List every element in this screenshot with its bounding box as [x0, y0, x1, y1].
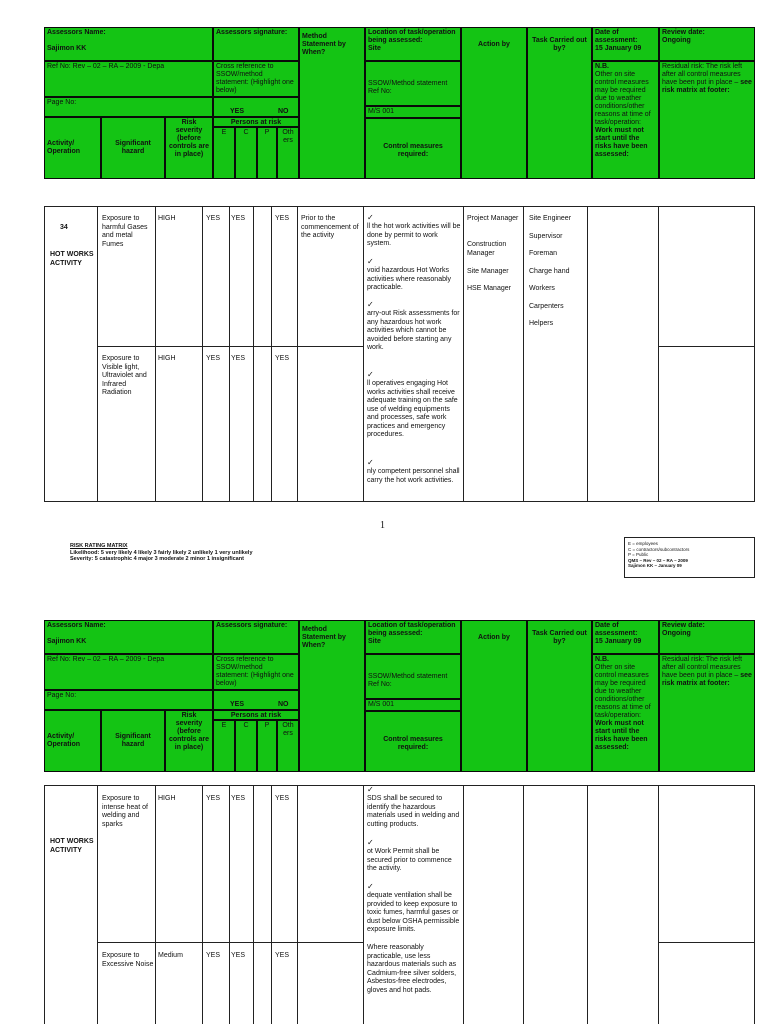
page-no-cell: Page No: [44, 690, 213, 710]
page-no-cell: Page No: [44, 97, 213, 117]
persons-e-header: E [213, 127, 235, 179]
key-public: P = Public [628, 552, 649, 557]
location-label: Location of task/operation being assessed: [368, 622, 456, 637]
hazard-header: Significant hazard [101, 117, 165, 179]
page-number: 1 [380, 520, 385, 531]
date-value: 15 January 09 [595, 638, 642, 645]
hazard-text: Exposure to Excessive Noise [102, 952, 154, 968]
nb-text: Other on site control measures may be required due to weather conditions/other reasons at time of task/operation: [595, 664, 651, 719]
check-icon: ✓ [367, 370, 374, 379]
hazard-text: Exposure to intense heat of welding and sparks [102, 795, 148, 828]
check-icon: ✓ [367, 300, 374, 309]
assessors-name-value: Sajimon KK [47, 638, 87, 645]
task-carried-header: Task Carried out by? [527, 620, 592, 772]
assessors-name-cell [44, 620, 213, 654]
review-label: Review date: [662, 29, 705, 36]
no-label: NO [278, 108, 289, 115]
residual-cell [659, 61, 755, 179]
control-measures-header: Control measures required: [365, 711, 461, 772]
carried-by-item: Foreman [529, 250, 558, 257]
carried-by-item: Carpenters [529, 303, 564, 310]
activity-header: Activity/ Operation [44, 117, 101, 179]
persons-at-risk-header: Persons at risk [213, 710, 299, 720]
key-contractors: C = contractors/subcontractors [628, 546, 690, 552]
yes-no-cell [213, 690, 299, 710]
persons-e-value: YES [206, 215, 221, 222]
persons-e-value: YES [206, 355, 221, 362]
check-icon: ✓ [367, 838, 374, 847]
activity-name: HOT WORKS ACTIVITY [50, 838, 94, 854]
ref-no-cell: Ref No: Rev – 02 – RA – 2009 - Depa [44, 61, 213, 97]
residual-text: Residual risk: The risk left after all control measures have been put in place – [662, 63, 743, 86]
date-value: 15 January 09 [595, 45, 642, 52]
persons-others-header: Oth ers [277, 720, 299, 772]
control-measure-text: nly competent personnel shall carry the hot work activities. [367, 468, 460, 484]
cross-reference-cell: Cross reference to SSOW/method statement: (Highlight one below) [213, 654, 299, 690]
assessors-name-cell [44, 27, 213, 61]
ms-number-cell: M/S 001 [365, 106, 461, 118]
nb-cell [592, 654, 659, 772]
control-measure-text: SDS shall be secured to identify the hazardous materials used in welding and cutting products. [367, 795, 460, 828]
persons-c-value: YES [231, 355, 246, 362]
date-cell [592, 27, 659, 61]
severity-text: Medium [158, 952, 183, 959]
check-icon: ✓ [367, 785, 374, 794]
method-statement-header: Method Statement by When? [299, 27, 365, 179]
residual-cell [659, 654, 755, 772]
activity-number: 34 [60, 224, 68, 231]
signature-cell: Assessors signature: [213, 620, 299, 654]
action-by-header: Action by [461, 27, 527, 179]
nb-cell [592, 61, 659, 179]
review-value: Ongoing [662, 630, 691, 637]
activity-header: Activity/ Operation [44, 710, 101, 772]
control-measure-text: Where reasonably practicable, use less hazardous materials such as Cadmium-free silver solders, Asbestos-free electrodes, gloves and hot pads. [367, 944, 457, 994]
risk-matrix-title: RISK RATING MATRIX [70, 543, 128, 549]
persons-c-header: C [235, 127, 257, 179]
location-header [365, 620, 461, 654]
assessment-header-2 [44, 620, 755, 772]
persons-e-header: E [213, 720, 235, 772]
risk-matrix [70, 543, 253, 563]
activity-name: HOT WORKS ACTIVITY [50, 251, 94, 267]
nb-title: N.B. [595, 656, 609, 663]
carried-by-item: Workers [529, 285, 555, 292]
check-icon: ✓ [367, 213, 374, 222]
control-measure-text: void hazardous Hot Works activities where reasonably practicable. [367, 267, 452, 291]
persons-others-value: YES [275, 355, 290, 362]
carried-by-item: Charge hand [529, 268, 570, 275]
persons-c-value: YES [231, 952, 246, 959]
persons-p-header: P [257, 127, 277, 179]
signature-cell: Assessors signature: [213, 27, 299, 61]
control-measure-text: arry-out Risk assessments for any hazardous hot work activities which cannot be avoided before starting any work. [367, 310, 460, 351]
yes-no-cell [213, 97, 299, 117]
action-by-item: HSE Manager [467, 285, 511, 292]
residual-bold: see risk matrix at footer: [662, 79, 752, 94]
review-cell [659, 27, 755, 61]
assessment-header-1 [44, 27, 755, 179]
residual-text: Residual risk: The risk left after all control measures have been put in place – [662, 656, 743, 679]
check-icon: ✓ [367, 882, 374, 891]
persons-others-value: YES [275, 952, 290, 959]
review-label: Review date: [662, 622, 705, 629]
persons-others-value: YES [275, 215, 290, 222]
yes-label: YES [230, 108, 245, 115]
risk-table-2 [44, 785, 755, 1024]
review-value: Ongoing [662, 37, 691, 44]
ssow-cell: SSOW/Method statement Ref No: [365, 654, 461, 699]
severity-header: Risk severity (before controls are in place) [165, 117, 213, 179]
method-statement-header: Method Statement by When? [299, 620, 365, 772]
risk-table-1 [44, 206, 755, 502]
action-by-item: Site Manager [467, 268, 509, 275]
carried-by-item: Supervisor [529, 233, 563, 240]
persons-c-header: C [235, 720, 257, 772]
residual-bold: see risk matrix at footer: [662, 672, 752, 687]
cross-reference-cell: Cross reference to SSOW/method statement: (Highlight one below) [213, 61, 299, 97]
date-cell [592, 620, 659, 654]
severity-text: HIGH [158, 795, 176, 802]
persons-others-value: YES [275, 795, 290, 802]
ms-number-cell: M/S 001 [365, 699, 461, 711]
ref-no-cell: Ref No: Rev – 02 – RA – 2009 - Depa [44, 654, 213, 690]
date-label: Date of assessment: [595, 29, 638, 44]
assessors-name-label: Assessors Name: [47, 29, 106, 36]
location-label: Location of task/operation being assessed: [368, 29, 456, 44]
persons-p-header: P [257, 720, 277, 772]
key-author: Sajimon KK – January 09 [628, 563, 682, 568]
persons-at-risk-header: Persons at risk [213, 117, 299, 127]
nb-title: N.B. [595, 63, 609, 70]
control-measure-text: ll operatives engaging Hot works activities shall receive adequate training on the safe use of welding equipments and processes, safe work practices and emergency procedures. [367, 380, 458, 438]
control-measure-text: ll the hot work activities will be done by permit to work system. [367, 223, 461, 247]
risk-matrix-likelihood: Likelihood: 5 very likely 4 likely 3 fairly likely 2 unlikely 1 very unlikely [70, 549, 253, 556]
location-value: Site [368, 45, 381, 52]
hazard-text: Exposure to harmful Gases and metal Fumes [102, 215, 148, 248]
persons-e-value: YES [206, 795, 221, 802]
severity-header: Risk severity (before controls are in place) [165, 710, 213, 772]
severity-text: HIGH [158, 355, 176, 362]
carried-by-item: Site Engineer [529, 215, 572, 222]
severity-text: HIGH [158, 215, 176, 222]
nb-bold: Work must not start until the risks have been assessed: [595, 720, 648, 751]
nb-text: Other on site control measures may be required due to weather conditions/other reasons at time of task/operation: [595, 71, 651, 126]
method-statement-text: Prior to the commencement of the activity [301, 215, 359, 239]
location-value: Site [368, 638, 381, 645]
assessors-name-label: Assessors Name: [47, 622, 106, 629]
ssow-cell: SSOW/Method statement Ref No: [365, 61, 461, 106]
persons-c-value: YES [231, 215, 246, 222]
yes-label: YES [230, 701, 245, 708]
review-cell [659, 620, 755, 654]
control-measure-text: dequate ventilation shall be provided to keep exposure to toxic fumes, harmful gases or dust below OSHA permissible exposure limits. [367, 892, 460, 933]
carried-by-item: Helpers [529, 320, 554, 327]
nb-bold: Work must not start until the risks have been assessed: [595, 127, 648, 158]
assessors-name-value: Sajimon KK [47, 45, 87, 52]
risk-matrix-severity: Severity: 5 catastrophic 4 major 3 moderate 2 minor 1 insignificant [70, 556, 244, 562]
check-icon: ✓ [367, 458, 374, 467]
key-employees: E = employees [628, 541, 658, 546]
control-measures-header: Control measures required: [365, 118, 461, 179]
persons-c-value: YES [231, 795, 246, 802]
action-by-item: Construction Manager [467, 241, 507, 257]
task-carried-header: Task Carried out by? [527, 27, 592, 179]
persons-others-header: Oth ers [277, 127, 299, 179]
control-measure-text: ot Work Permit shall be secured prior to commence the activity. [367, 848, 452, 872]
persons-e-value: YES [206, 952, 221, 959]
key-qms-ref: QMS – Rev – 02 – RA – 2009 [628, 557, 688, 563]
hazard-text: Exposure to Visible light, Ultraviolet and Infrared Radiation [102, 355, 147, 396]
check-icon: ✓ [367, 257, 374, 266]
date-label: Date of assessment: [595, 622, 638, 637]
action-by-header: Action by [461, 620, 527, 772]
no-label: NO [278, 701, 289, 708]
action-by-item: Project Manager [467, 215, 519, 222]
hazard-header: Significant hazard [101, 710, 165, 772]
persons-key-box [624, 537, 755, 578]
location-header [365, 27, 461, 61]
